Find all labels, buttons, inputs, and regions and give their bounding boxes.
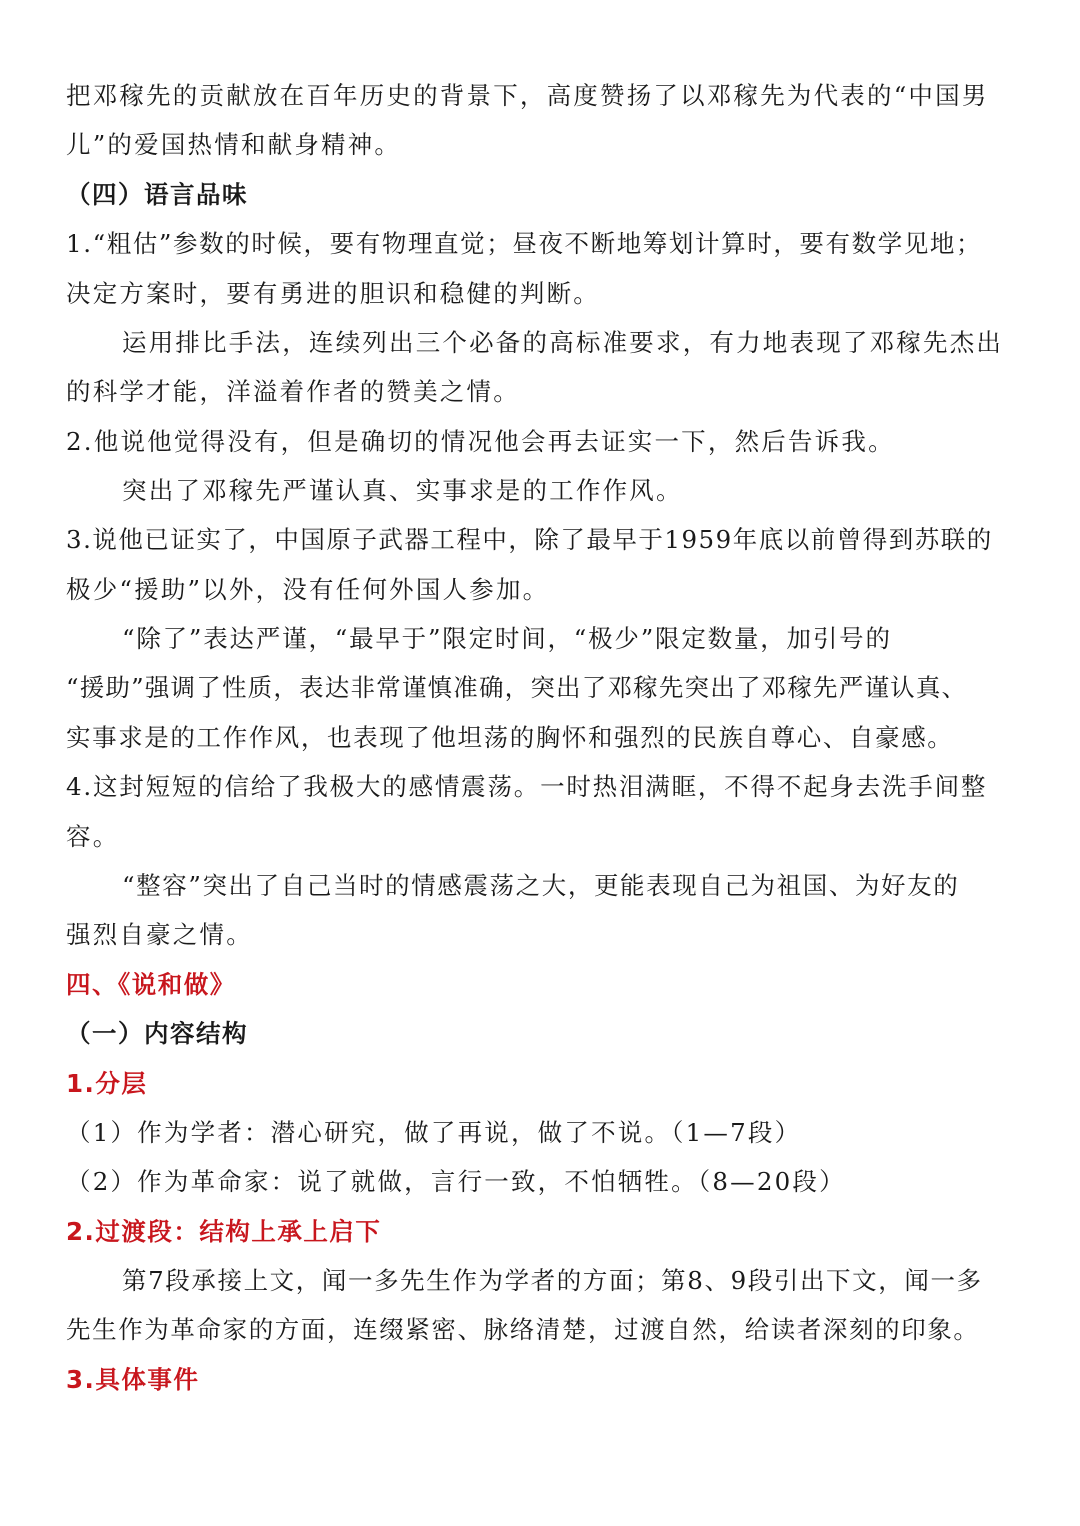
subsection-heading: 3.具体事件 — [66, 1365, 200, 1394]
paragraph-line: 实事求是的工作作风，也表现了他坦荡的胸怀和强烈的民族自尊心、自豪感。 — [66, 723, 954, 752]
paragraph-line: 决定方案时，要有勇进的胆识和稳健的判断。 — [66, 279, 600, 308]
paragraph-line: 4.这封短短的信给了我极大的感情震荡。一时热泪满眶，不得不起身去洗手间整 — [66, 772, 988, 801]
paragraph-line: 运用排比手法，连续列出三个必备的高标准要求，有力地表现了邓稼先杰出 — [122, 328, 1004, 357]
paragraph-line: 儿”的爱国热情和献身精神。 — [66, 130, 402, 159]
paragraph-line: “整容”突出了自己当时的情感震荡之大，更能表现自己为祖国、为好友的 — [122, 871, 960, 900]
paragraph-line: “援助”强调了性质，表达非常谨慎准确，突出了邓稼先突出了邓稼先严谨认真、 — [66, 673, 968, 702]
paragraph-line: 强烈自豪之情。 — [66, 920, 253, 949]
list-item: （2）作为革命家：说了就做，言行一致，不怕牺牲。（8—20段） — [66, 1167, 846, 1196]
paragraph-line: 把邓稼先的贡献放在百年历史的背景下，高度赞扬了以邓稼先为代表的“中国男 — [66, 81, 989, 110]
paragraph-line: 的科学才能，洋溢着作者的赞美之情。 — [66, 377, 520, 406]
paragraph-line: 1.“粗估”参数的时候，要有物理直觉；昼夜不断地筹划计算时，要有数学见地； — [66, 229, 983, 258]
paragraph-line: 容。 — [66, 822, 120, 851]
paragraph-line: 第7段承接上文，闻一多先生作为学者的方面；第8、9段引出下文，闻一多 — [122, 1266, 983, 1295]
paragraph-line: 先生作为革命家的方面，连缀紧密、脉络清楚，过渡自然，给读者深刻的印象。 — [66, 1315, 980, 1344]
paragraph-line: 极少“援助”以外，没有任何外国人参加。 — [66, 575, 550, 604]
paragraph-line: 2.他说他觉得没有，但是确切的情况他会再去证实一下，然后告诉我。 — [66, 427, 895, 456]
section-heading: （一）内容结构 — [66, 1019, 248, 1048]
paragraph-line: “除了”表达严谨，“最早于”限定时间，“极少”限定数量，加引号的 — [122, 624, 892, 653]
section-heading: （四）语言品味 — [66, 180, 248, 209]
chapter-heading: 四、《说和做》 — [66, 970, 236, 999]
list-item: （1）作为学者：潜心研究，做了再说，做了不说。（1—7段） — [66, 1118, 802, 1147]
paragraph-line: 突出了邓稼先严谨认真、实事求是的工作作风。 — [122, 476, 683, 505]
subsection-heading: 2.过渡段：结构上承上启下 — [66, 1217, 382, 1246]
subsection-heading: 1.分层 — [66, 1069, 148, 1098]
paragraph-line: 3.说他已证实了，中国原子武器工程中，除了最早于1959年底以前曾得到苏联的 — [66, 525, 993, 554]
